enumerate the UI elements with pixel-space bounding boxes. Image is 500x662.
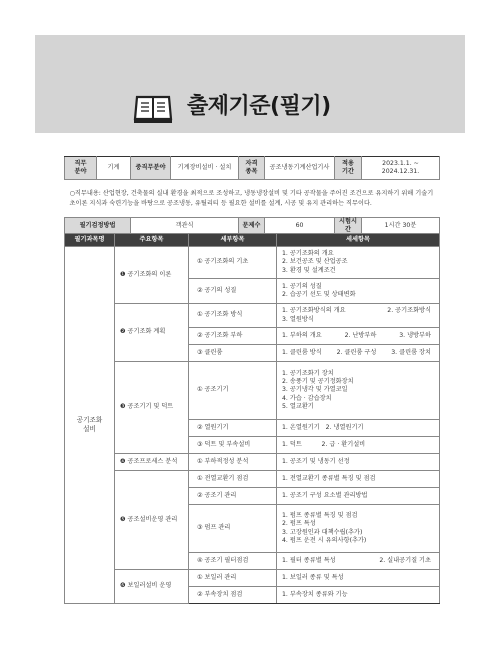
header-sub: 세부항목 — [189, 234, 277, 247]
sub-item: ① 공조기기 — [189, 362, 277, 420]
sub-item: ③ 펌프 관리 — [189, 505, 277, 553]
detail-item: 1. 보일러 종류 및 특성 — [277, 570, 440, 587]
detail-item: 1. 온열원기기 2. 냉열원기기 — [277, 420, 440, 437]
sub-item: ① 전열교환기 점검 — [189, 471, 277, 488]
sub-item: ③ 클린룸 — [189, 345, 277, 362]
detail-item: 1. 부속장치 종류와 기능 — [277, 587, 440, 604]
sub-item: ③ 덕트 및 부속설비 — [189, 437, 277, 454]
sub-item: ② 공기조화 부하 — [189, 328, 277, 345]
sub-item: ② 공조기 관리 — [189, 488, 277, 505]
period-label: 적용 기간 — [335, 157, 362, 180]
header-major: 주요항목 — [115, 234, 189, 247]
detail-item: 1. 공기조화방식의 개요 2. 공기조화방식 3. 열원방식 — [277, 304, 440, 328]
detail-item: 1. 부하의 개요 2. 난방부하 3. 냉방부하 — [277, 328, 440, 345]
major-item: ❹ 공조프로세스 분석 — [115, 454, 189, 471]
subject-name: 공기조화 설비 — [65, 247, 115, 604]
time-value: 1시간 30분 — [362, 218, 440, 236]
syllabus-table — [64, 233, 440, 604]
method-value: 객관식 — [131, 218, 239, 236]
detail-item: 1. 공기조화기 장치 2. 송풍기 및 공기정화장치 3. 공기냉각 및 가열코일 4. 가습 · 감습장치 5. 열교환기 — [277, 362, 440, 420]
major-item: ❶ 공기조화의 이론 — [115, 247, 189, 304]
job-field-label: 직무 분야 — [65, 157, 97, 180]
time-label: 시험시간 — [335, 218, 362, 236]
page-title: 출제기준(필기) — [187, 94, 331, 119]
detail-item: 1. 클린룸 방식 2. 클린룸 구성 3. 클린룸 장치 — [277, 345, 440, 362]
sub-field-value: 기계장비설비 · 설치 — [171, 157, 239, 180]
detail-item: 1. 공기조화의 개요 2. 보건공조 및 산업공조 3. 환경 및 설계조건 — [277, 247, 440, 279]
major-item: ❷ 공기조화 계획 — [115, 304, 189, 362]
sub-item: ② 공기의 성질 — [189, 279, 277, 304]
detail-item: 1. 공기의 성질 2. 습공기 선도 및 상태변화 — [277, 279, 440, 304]
count-label: 문제수 — [239, 218, 265, 236]
period-value: 2023.1.1. ~ 2024.12.31. — [362, 157, 440, 180]
sub-item: ① 보일러 관리 — [189, 570, 277, 587]
method-label: 필기검정방법 — [65, 218, 131, 236]
sub-item: ① 부하적정성 분석 — [189, 454, 277, 471]
header-detail: 세세항목 — [277, 234, 440, 247]
major-item: ❺ 공조설비운영 관리 — [115, 471, 189, 570]
detail-item: 1. 공조기 및 냉동기 선정 — [277, 454, 440, 471]
header-subject: 필기과목명 — [65, 234, 115, 247]
sub-item: ④ 공조기 필터점검 — [189, 553, 277, 570]
detail-item: 1. 필터 종류별 특성 2. 실내공기질 기초 — [277, 553, 440, 570]
sub-item: ① 공기조화 방식 — [189, 304, 277, 328]
open-book-icon — [133, 93, 173, 125]
exam-info-table — [64, 156, 440, 236]
major-item: ❸ 공조기기 및 덕트 — [115, 362, 189, 454]
detail-item: 1. 전열교환기 종류별 특징 및 점검 — [277, 471, 440, 488]
sub-item: ② 부속장치 점검 — [189, 587, 277, 604]
detail-item: 1. 공조기 구성 요소별 관리방법 — [277, 488, 440, 505]
sub-item: ① 공기조화의 기초 — [189, 247, 277, 279]
sub-field-label: 중직무분야 — [131, 157, 171, 180]
sub-item: ② 열원기기 — [189, 420, 277, 437]
detail-item: 1. 덕트 2. 급 · 환기설비 — [277, 437, 440, 454]
cert-label: 자격 종목 — [239, 157, 265, 180]
detail-item: 1. 펌프 종류별 특징 및 점검 2. 펌프 특성 3. 고장원인과 대책수립(추가) 4. 펌프 운전 시 유의사항(추가) — [277, 505, 440, 553]
major-item: ❻ 보일러설비 운영 — [115, 570, 189, 604]
job-description: ○직무내용: 산업현장, 건축물의 실내 환경을 최적으로 조성하고, 냉동냉장설비 및 기타 공작물을 주어진 조건으로 유지하기 위해 기술기초이론 지식과 숙련기능을 바탕으로 공조냉동, 유틸리티 등 필요한 설비를 설계, 시공 및 유지 관리하는 직무이다. — [65, 180, 440, 218]
job-field-value: 기계 — [97, 157, 131, 180]
count-value: 60 — [265, 218, 335, 236]
cert-value: 공조냉동기계산업기사 — [265, 157, 335, 180]
